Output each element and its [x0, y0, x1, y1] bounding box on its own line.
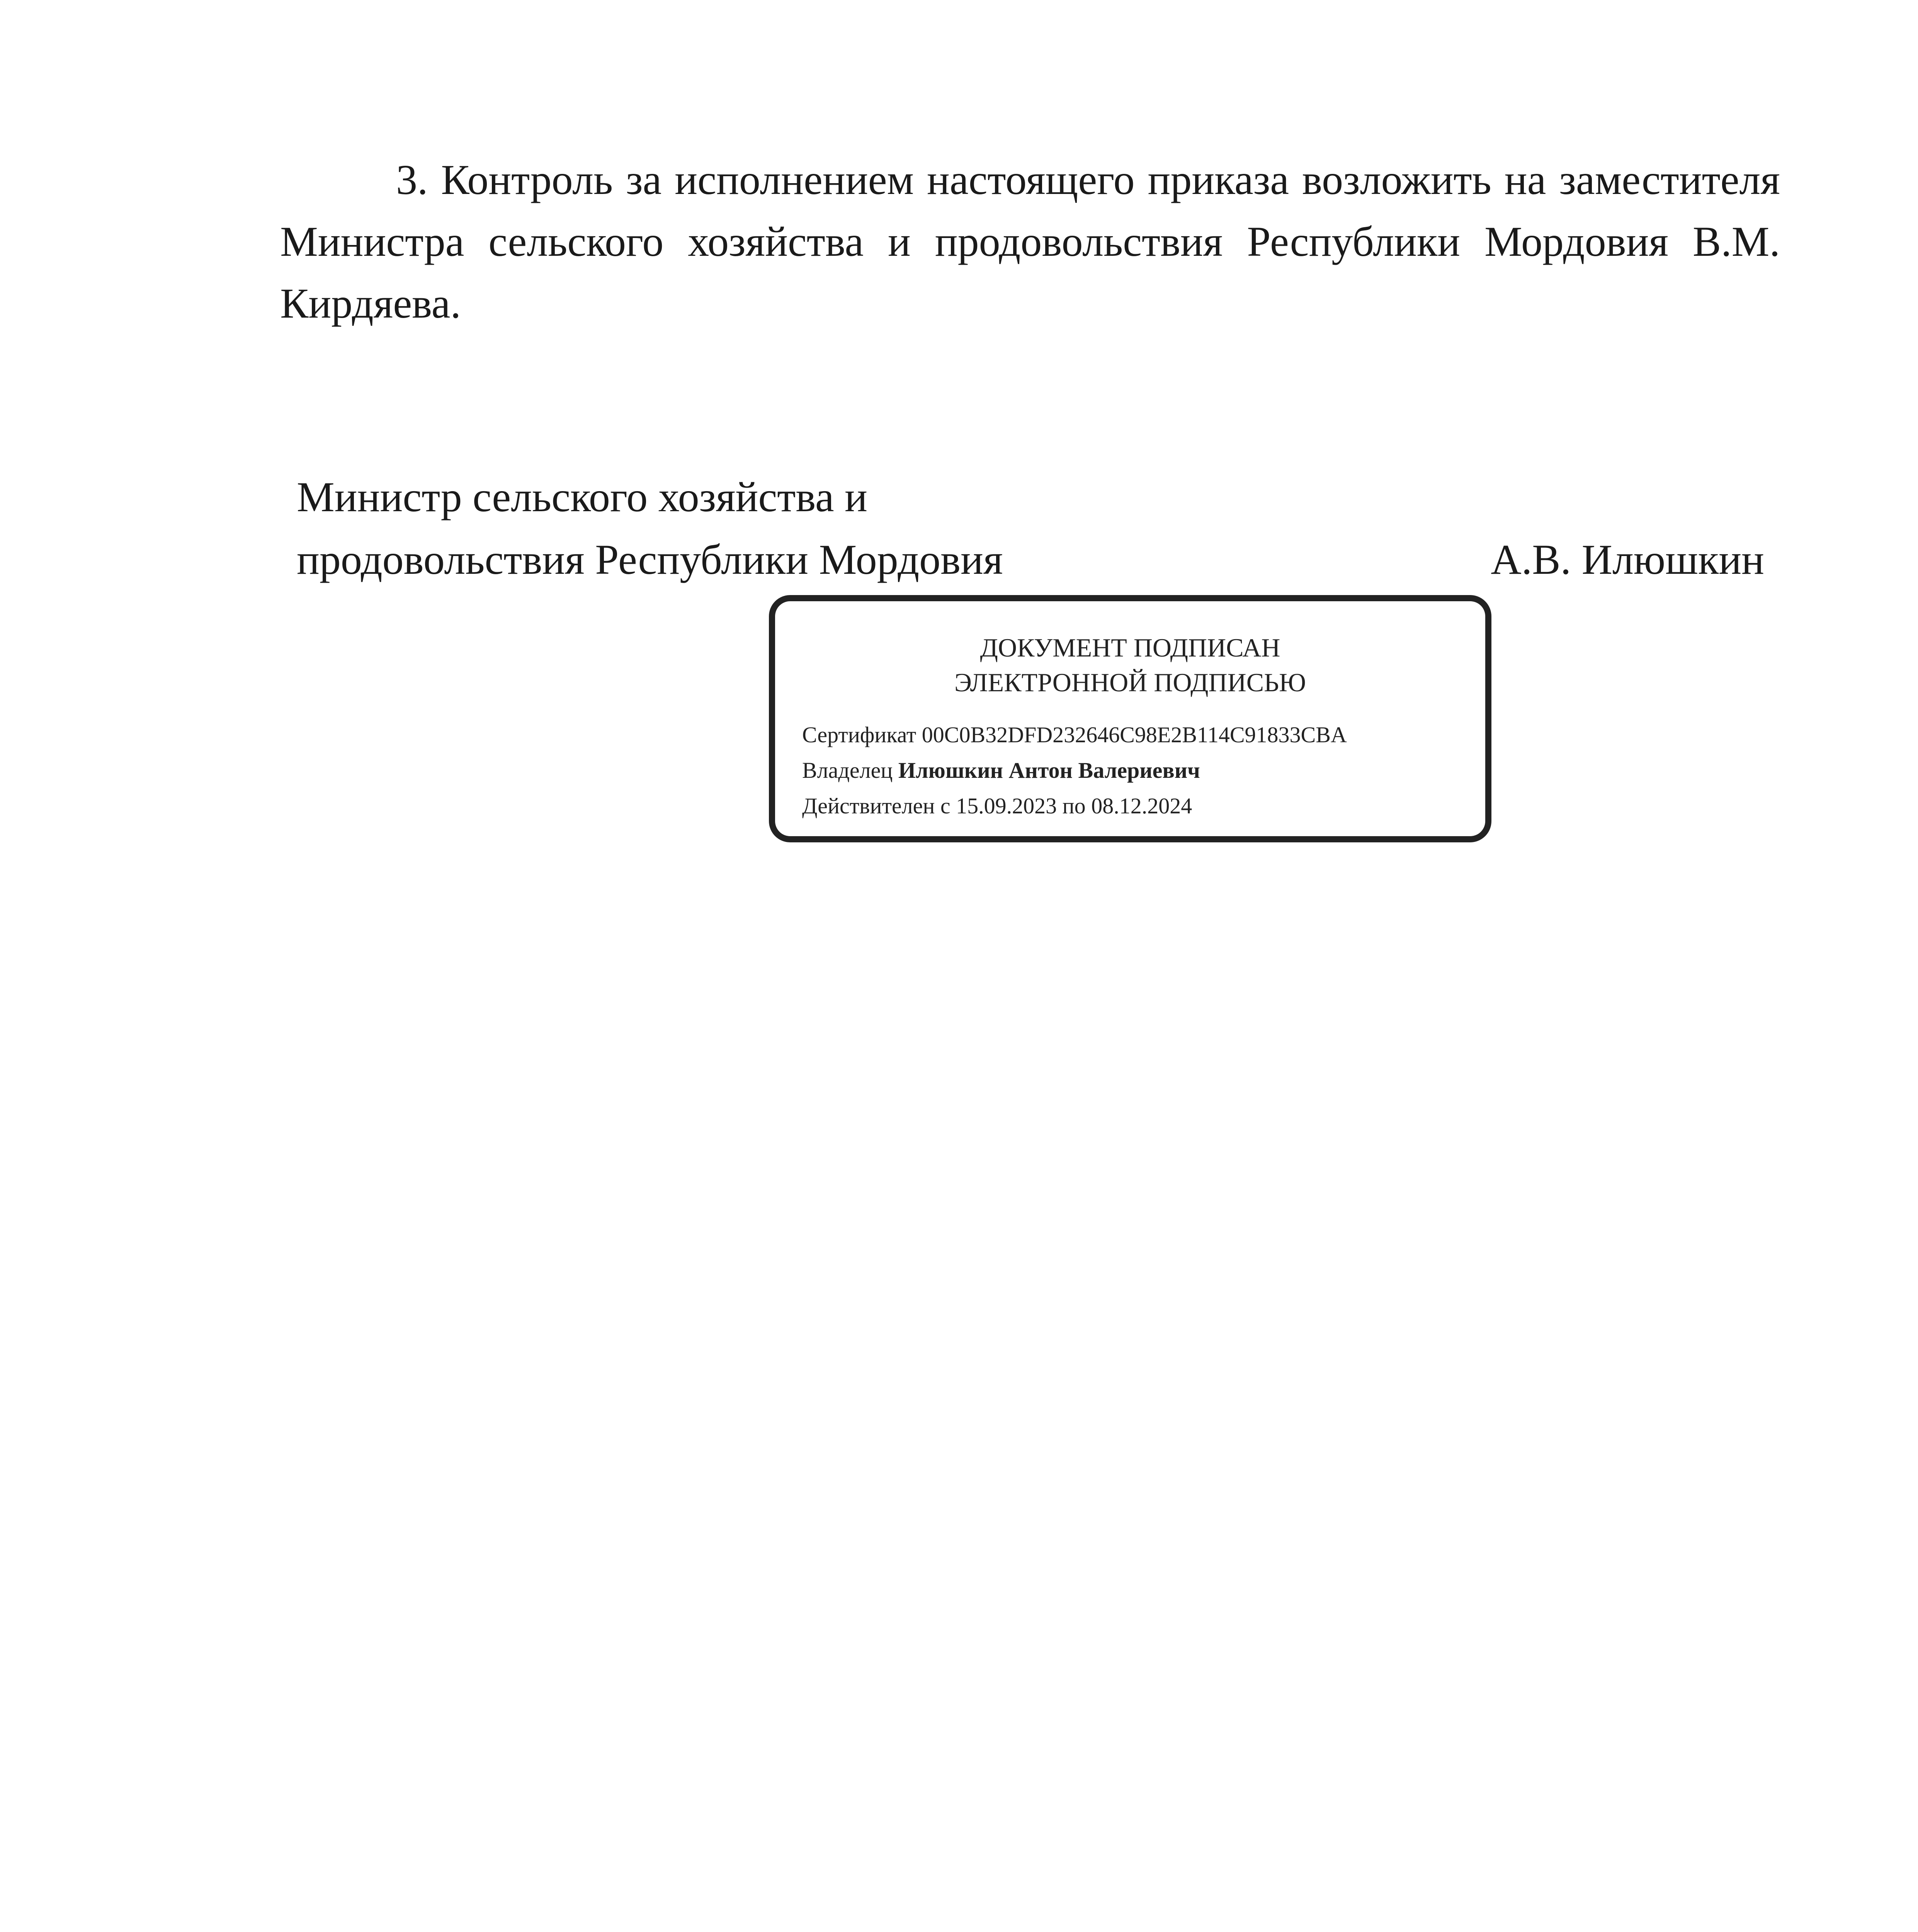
valid-from-date: 15.09.2023 [956, 793, 1057, 818]
owner-label: Владелец [802, 758, 893, 783]
stamp-heading-line-1: ДОКУМЕНТ ПОДПИСАН [980, 633, 1280, 662]
owner-value: Илюшкин Антон Валериевич [898, 758, 1200, 783]
stamp-details [802, 717, 1347, 824]
valid-from-prefix: с [940, 793, 950, 818]
valid-label: Действителен [802, 793, 935, 818]
stamp-certificate-line [802, 717, 1347, 753]
signer-title-line-2: продовольствия Республики Мордовия [297, 536, 1003, 583]
certificate-label: Сертификат [802, 722, 916, 747]
signer-title [297, 466, 1003, 591]
body-paragraph: 3. Контроль за исполнением настоящего приказа возложить на заместителя Министра сельского хозяйства и продовольствия Республики Мордовия В.М. Кирдяева. [280, 156, 1780, 327]
valid-to-date: 08.12.2024 [1091, 793, 1192, 818]
stamp-owner-line [802, 753, 1347, 788]
signer-title-line-1: Министр сельского хозяйства и [297, 473, 868, 520]
signer-name: А.В. Илюшкин [1491, 536, 1764, 583]
valid-to-prefix: по [1062, 793, 1086, 818]
stamp-validity-line [802, 788, 1347, 824]
certificate-value: 00C0B32DFD232646C98E2B114C91833CBA [922, 722, 1347, 747]
electronic-signature-stamp [769, 595, 1491, 842]
stamp-heading-line-2: ЭЛЕКТРОННОЙ ПОДПИСЬЮ [954, 668, 1306, 697]
stamp-heading [775, 630, 1485, 700]
